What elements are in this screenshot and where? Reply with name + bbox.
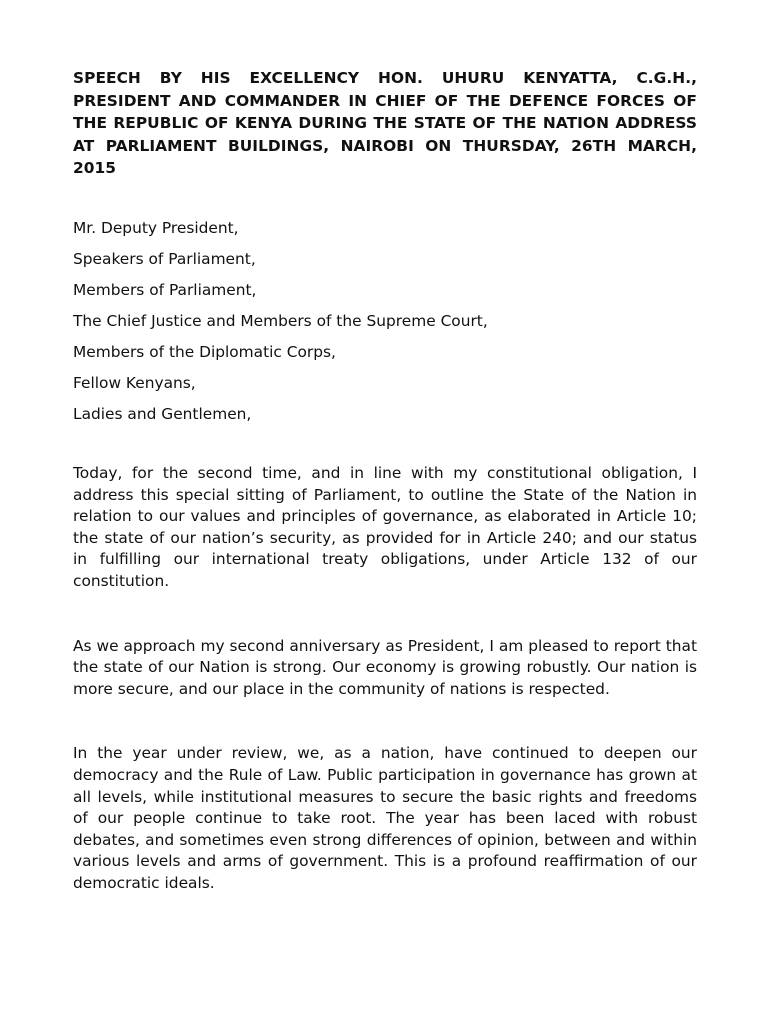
salutation-line: Fellow Kenyans, bbox=[73, 373, 196, 392]
body-paragraph: In the year under review, we, as a nation, have continued to deepen our democracy and the Rule of Law. Public participation in governance has grown at all levels, while institutional measures to secure the basic rights and freedoms of our people continue to take root. The year has been laced with robust debates, and sometimes even strong differences of opinion, between and within various levels and arms of government. This is a profound reaffirmation of our democratic ideals. bbox=[73, 744, 697, 892]
document-page bbox=[73, 67, 697, 894]
salutation-line: Ladies and Gentlemen, bbox=[73, 404, 252, 423]
body-paragraph: Today, for the second time, and in line with my constitutional obligation, I address this special sitting of Parliament, to outline the State of the Nation in relation to our values and principles of governance, as elaborated in Article 10; the state of our nation’s security, as provided for in Article 240; and our status in fulfilling our international treaty obligations, under Article 132 of our constitution. bbox=[73, 463, 697, 590]
speech-title: SPEECH BY HIS EXCELLENCY HON. UHURU KENYATTA, C.G.H., PRESIDENT AND COMMANDER IN CHIEF OF THE DEFENCE FORCES OF THE REPUBLIC OF KENYA DURING THE STATE OF THE NATION ADDRESS AT PARLIAMENT BUILDINGS, NAIROBI ON THURSDAY, 26TH MARCH, 2015 bbox=[73, 69, 697, 178]
salutation-line: Members of Parliament, bbox=[73, 280, 257, 299]
salutation-line: Speakers of Parliament, bbox=[73, 249, 256, 268]
salutation-line: The Chief Justice and Members of the Supreme Court, bbox=[73, 311, 488, 330]
salutation-line: Members of the Diplomatic Corps, bbox=[73, 342, 336, 361]
salutation-line: Mr. Deputy President, bbox=[73, 218, 239, 237]
body-paragraph: As we approach my second anniversary as President, I am pleased to report that the state of our Nation is strong. Our economy is growing robustly. Our nation is more secure, and our place in the community of nations is respected. bbox=[73, 636, 697, 698]
salutation-list bbox=[73, 218, 697, 424]
